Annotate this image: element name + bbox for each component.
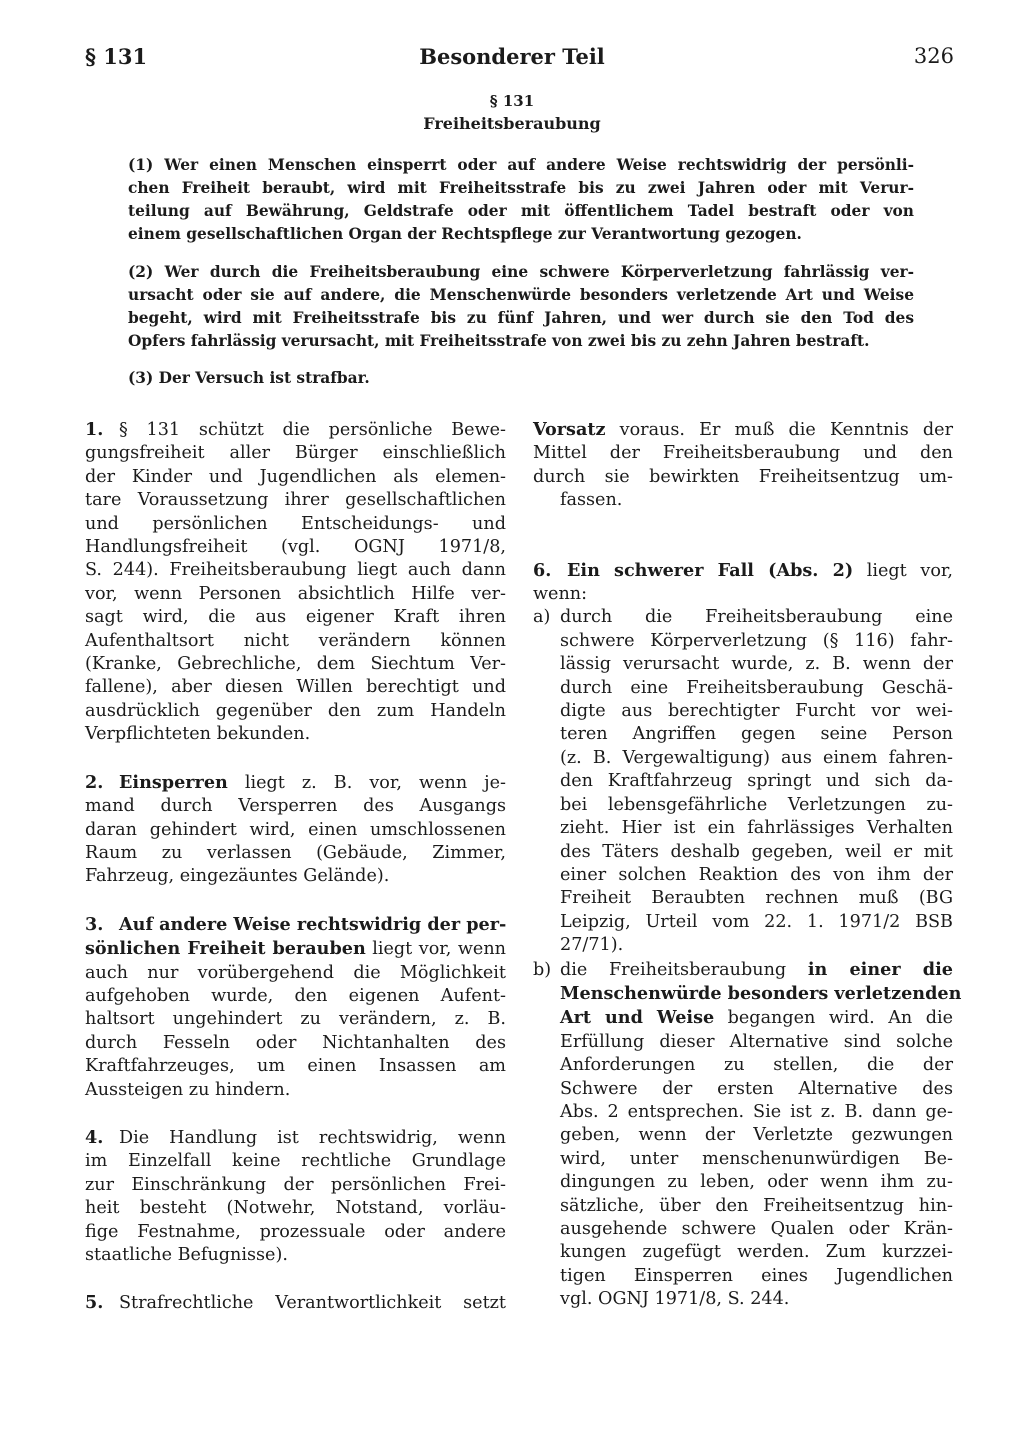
header-section-ref: § 131 [85,44,148,69]
note-line: sagt wird, die aus eigener Kraft ihren [85,607,506,628]
law-line: einem gesellschaftlichen Organ der Rechtspflege zur Verantwortung gezogen. [128,225,802,243]
item-text: durch die Freiheitsberaubung eine [560,607,953,628]
note-number: 1. [85,419,104,440]
note-number: 2. [85,771,104,793]
item-line: Freiheit Beraubten rechnen muß (BG [560,888,953,909]
item-term: Menschenwürde besonders verletzenden [560,982,962,1004]
note-line: fige Festnahme, prozessuale oder andere [85,1221,506,1242]
note-line: auch nur vorübergehend die Möglichkeit [85,962,506,983]
note-line: im Einzelfall keine rechtliche Grundlage [85,1151,506,1172]
note-line: mand durch Versperren des Ausgangs [85,796,506,817]
item-line: Abs. 2 entsprechen. Sie ist z. B. dann ge- [560,1101,953,1122]
law-line: Opfers fahrlässig verursacht, mit Freiheitsstrafe von zwei bis zu zehn Jahren bestraft. [128,332,870,350]
note-line: der Kinder und Jugendlichen als elemen- [85,466,506,487]
section-number: § 131 [489,92,535,110]
note-6-item-b [533,958,962,1312]
item-line: kungen zugefügt werden. Zum kurzzei- [560,1242,953,1263]
note-line: Raum zu verlassen (Gebäude, Zimmer, [85,842,506,863]
note-term: Auf andere Weise rechtswidrig der per- [119,913,507,935]
note-3 [85,913,506,1102]
note-6-item-a [533,606,953,957]
note-text: voraus. Er muß die Kenntnis der [605,420,953,440]
item-text: die Freiheitsberaubung [560,959,808,980]
law-line: teilung auf Bewährung, Geldstrafe oder mit öffentlichem Tadel bestraft oder von [128,202,914,220]
law-line: (2) Wer durch die Freiheitsberaubung eine schwere Körperverletzung fahrlässig ver- [128,263,914,281]
law-line: (3) Der Versuch ist strafbar. [128,369,370,387]
item-line: ausgehende schwere Qualen oder Krän- [560,1219,953,1239]
law-line: (1) Wer einen Menschen einsperrt oder auf andere Weise rechtswidrig der persönli- [128,156,914,174]
item-line: einer solchen Reaktion des von ihm der [560,864,953,885]
item-line: 27/71). [560,935,624,956]
note-line: Aussteigen zu hindern. [85,1079,291,1100]
note-line: Aufenthaltsort nicht verändern können [85,630,506,651]
item-term: in einer die [807,958,953,980]
item-label: b) [533,959,552,980]
note-text: Die Handlung ist rechtswidrig, wenn [119,1127,506,1148]
note-line: Kraftfahrzeuges, um einen Insassen am [85,1056,506,1077]
note-line: daran gehindert wird, einen umschlossenen [85,819,506,840]
note-term: Einsperren [119,771,228,793]
page-number: 326 [913,44,954,68]
note-2 [85,771,506,889]
note-6 [533,559,953,607]
item-term: Art und Weise [560,1007,715,1029]
item-line: Anforderungen zu stellen, die der [560,1055,953,1076]
note-line: durch Fesseln oder Nichtanhalten des [85,1032,506,1053]
item-label: a) [533,607,551,628]
note-line: staatliche Befugnisse). [85,1245,288,1265]
item-line: des Täters deshalb gegeben, weil er mit [560,841,953,862]
note-number: 5. [85,1292,104,1314]
item-line: schwere Körperverletzung (§ 116) fahr- [560,630,953,651]
item-line: Leipzig, Urteil vom 22. 1. 1971/2 BSB [560,911,953,932]
note-line: Fahrzeug, eingezäuntes Gelände). [85,866,390,887]
item-line: bei lebensgefährliche Verletzungen zu- [560,794,953,815]
note-line: aufgehoben wurde, den eigenen Aufent- [85,985,506,1006]
law-paragraph-2 [128,261,914,353]
note-text: liegt vor, wenn [365,939,507,960]
item-line: lässig verursacht wurde, z. B. wenn der [560,654,953,675]
note-line: durch sie bewirkten Freiheitsentzug um- [533,466,953,487]
item-line: Erfüllung dieser Alternative sind solche [560,1031,953,1052]
note-number: 6. [533,559,552,581]
note-term: Ein schwerer Fall (Abs. 2) [567,559,854,581]
item-line: digte aus berechtigter Furcht vor wei- [560,701,953,722]
note-line: vor, wenn Personen absichtlich Hilfe ver- [85,583,506,604]
note-1 [85,418,506,747]
note-text: liegt z. B. vor, wenn je- [227,772,506,793]
note-number: 3. [85,913,104,935]
note-line: Mittel der Freiheitsberaubung und den [533,443,953,464]
note-line: tare Voraussetzung ihrer gesellschaftlichen [85,490,506,511]
note-term: Vorsatz [533,419,606,440]
note-line: gungsfreiheit aller Bürger einschließlich [85,443,506,464]
item-line: sätzliche, über den Freiheitsentzug hin- [560,1195,953,1216]
note-4 [85,1126,506,1267]
note-5 [85,1291,506,1315]
note-line: Handlungsfreiheit (vgl. OGNJ 1971/8, [85,537,506,558]
item-line: durch eine Freiheitsberaubung Geschä- [560,677,953,698]
law-paragraph-1 [128,154,914,246]
note-line: und persönlichen Entscheidungs- und [85,513,506,534]
section-title: Freiheitsberaubung [423,114,601,133]
law-paragraph-3 [128,367,914,390]
note-line: fallene), aber diesen Willen berechtigt und [85,677,506,698]
note-5-continued [533,418,953,513]
note-line: Verpflichteten bekunden. [85,724,311,745]
note-line: S. 244). Freiheitsberaubung liegt auch dann [85,560,506,581]
item-line: geben, wenn der Verletzte gezwungen [560,1125,953,1146]
note-line: haltsort ungehindert zu verändern, z. B. [85,1009,506,1030]
law-line: ursacht oder sie auf andere, die Menschenwürde besonders verletzende Art und Weise [128,286,914,304]
item-line: den Kraftfahrzeug springt und sich da- [560,771,953,792]
note-number: 4. [85,1126,104,1148]
law-line: chen Freiheit beraubt, wird mit Freiheitsstrafe bis zu zwei Jahren oder mit Verur- [128,179,914,197]
note-line: zur Einschränkung der persönlichen Frei- [85,1174,506,1195]
note-text: liegt vor, [853,560,953,581]
note-line: ausdrücklich gegenüber den zum Handeln [85,700,506,721]
note-line: heit besteht (Notwehr, Notstand, vorläu- [85,1198,506,1219]
item-text: begangen wird. An die [714,1008,953,1029]
item-line: Schwere der ersten Alternative des [560,1078,953,1099]
law-line: begeht, wird mit Freiheitsstrafe bis zu fünf Jahren, und wer durch sie den Tod des [128,309,914,327]
commentary-right-column [533,418,962,1312]
header-part-title: Besonderer Teil [419,44,605,69]
item-line: vgl. OGNJ 1971/8, S. 244. [560,1289,790,1310]
note-line: wenn: [533,584,588,605]
item-line: (z. B. Vergewaltigung) aus einem fahren- [560,747,953,768]
note-line: fassen. [560,490,623,511]
note-text: Strafrechtliche Verantwortlichkeit setzt [119,1293,506,1314]
item-line: tigen Einsperren eines Jugendlichen [560,1265,953,1286]
note-text: § 131 schützt die persönliche Bewe- [119,420,506,440]
note-term: sönlichen Freiheit berauben [85,938,366,960]
item-line: zieht. Hier ist ein fahrlässiges Verhalten [560,818,953,839]
item-line: wird, unter menschenunwürdigen Be- [560,1148,953,1169]
commentary-left-column [85,418,506,1316]
item-line: dingungen zu leben, oder wenn ihm zu- [560,1172,953,1193]
note-line: (Kranke, Gebrechliche, dem Siechtum Ver- [85,654,506,675]
item-line: teren Angriffen gegen seine Person [560,724,953,745]
